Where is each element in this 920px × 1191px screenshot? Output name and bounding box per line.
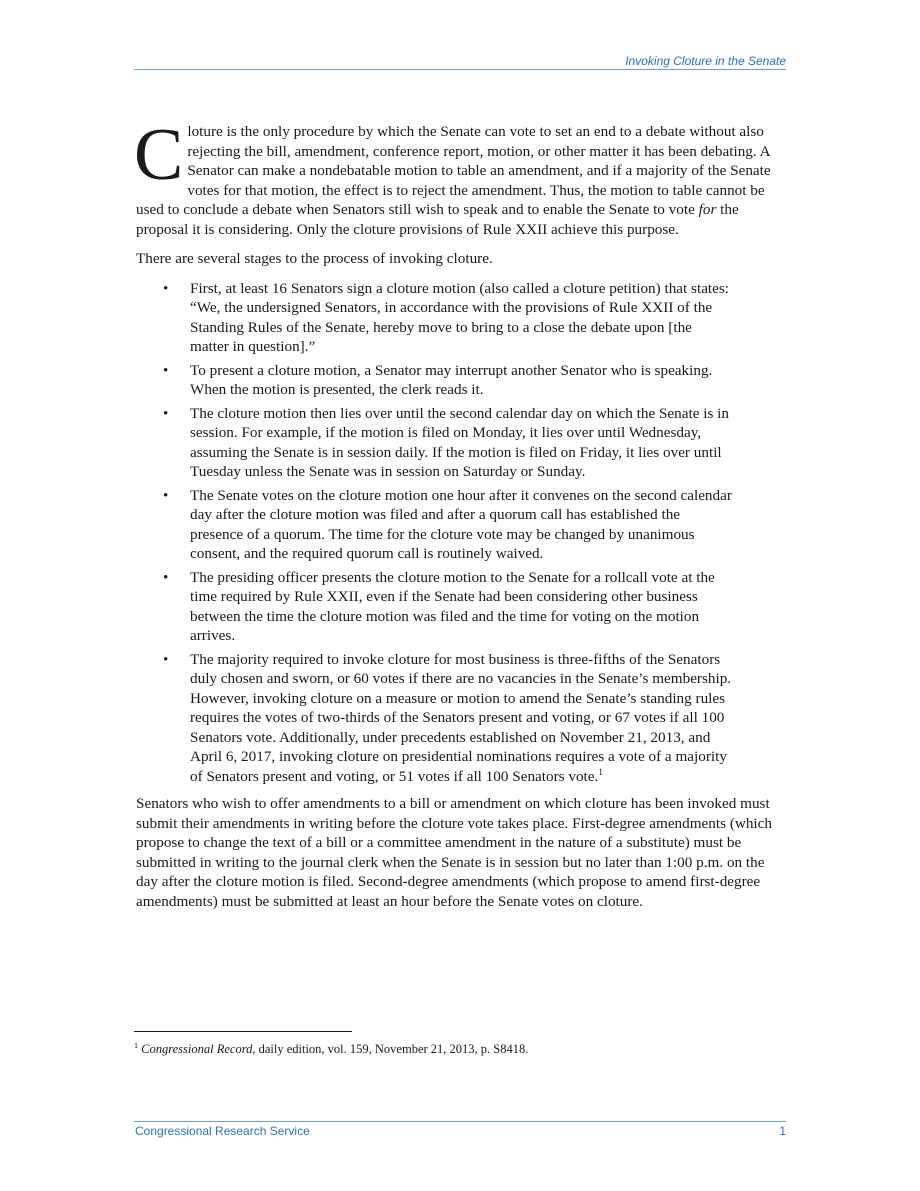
- footer-publisher: Congressional Research Service: [135, 1124, 310, 1138]
- intro-text-1: loture is the only procedure by which the Senate can vote to set an end to a debate without also rejecting the bill, amendment, conference report, motion, or other matter it has been debating. A Senator can make a nondebatable motion to table an amendment, and if a majority of the Senate votes for that motion, the effect is to reject the amendment. Thus, the motion to table cannot be used to conclude a debate when Senators still wish to speak and to enable the Senate to vote: [136, 123, 771, 218]
- footnote-divider: [134, 1031, 352, 1032]
- list-item-text: The presiding officer presents the cloture motion to the Senate for a rollcall vote at the time required by Rule XXII, even if the Senate had been considering other business between the time the cloture motion was filed and the time for voting on the motion arrives.: [190, 568, 715, 644]
- closing-paragraph: Senators who wish to offer amendments to a bill or amendment on which cloture has been invoked must submit their amendments in writing before the cloture vote takes place. First-degree amendments (which propose to change the text of a bill or a committee amendment in the nature of a substitute) must be submitted in writing to the journal clerk when the Senate is in session but no later than 1:00 p.m. on the day after the cloture motion is filed. Second-degree amendments (which propose to amend first-degree amendments) must be submitted at least an hour before the Senate votes on cloture.: [136, 795, 772, 910]
- intro-text-2: the proposal it is considering. Only the cloture provisions of Rule XXII achieve this purpose.: [136, 201, 739, 238]
- footnote-reference[interactable]: 1: [598, 766, 603, 777]
- list-item: [136, 486, 733, 564]
- list-item: [136, 361, 733, 400]
- list-item: [136, 650, 733, 787]
- footer-divider: [134, 1121, 786, 1122]
- list-item: [136, 568, 733, 646]
- list-item-text: The majority required to invoke cloture for most business is three-fifths of the Senators duly chosen and sworn, or 60 votes if there are no vacancies in the Senate’s membership. However, invoking cloture on a measure or motion to amend the Senate’s standing rules requires the votes of two-thirds of the Senators present and voting, or 67 votes if all 100 Senators vote. Additionally, under precedents established on November 21, 2013, and April 6, 2017, invoking cloture on presidential nominations requires a vote of a majority of Senators present and voting, or 51 votes if all 100 Senators vote.: [190, 650, 732, 785]
- list-item-text: First, at least 16 Senators sign a cloture motion (also called a cloture petition) that states: “We, the undersigned Senators, in accordance with the provisions of Rule XXII of the Standing Rules of the Senate, hereby move to bring to a close the debate upon [the matter in question].”: [190, 279, 730, 355]
- running-header: Invoking Cloture in the Senate: [625, 54, 786, 68]
- list-item-text: The cloture motion then lies over until the second calendar day on which the Senate is in session. For example, if the motion is filed on Monday, it lies over until Wednesday, assuming the Senate is in session daily. If the motion is filed on Friday, it lies over until Tuesday unless the Senate was in session on Saturday or Sunday.: [190, 404, 730, 480]
- footnote-text: , daily edition, vol. 159, November 21, 2013, p. S8418.: [252, 1042, 529, 1056]
- stages-intro: There are several stages to the process of invoking cloture.: [136, 250, 493, 267]
- footnote: [134, 1041, 784, 1057]
- list-item: [136, 279, 733, 357]
- intro-italic: for: [698, 201, 717, 218]
- header-divider: [134, 69, 786, 70]
- drop-cap: C: [134, 114, 184, 196]
- footnote-number: 1: [134, 1041, 138, 1050]
- stages-list: [136, 279, 786, 787]
- footnote-source-title: Congressional Record: [141, 1042, 253, 1056]
- intro-paragraph: [134, 114, 786, 239]
- page-number: 1: [779, 1124, 786, 1138]
- list-item-text: To present a cloture motion, a Senator may interrupt another Senator who is speaking. When the motion is presented, the clerk reads it.: [190, 361, 713, 398]
- list-item: [136, 404, 733, 482]
- body-text: [134, 114, 786, 921]
- list-item-text: The Senate votes on the cloture motion one hour after it convenes on the second calendar day after the cloture motion was filed and after a quorum call has established the presence of a quorum. The time for the cloture vote may be changed by unanimous consent, and the required quorum call is routinely waived.: [190, 486, 732, 562]
